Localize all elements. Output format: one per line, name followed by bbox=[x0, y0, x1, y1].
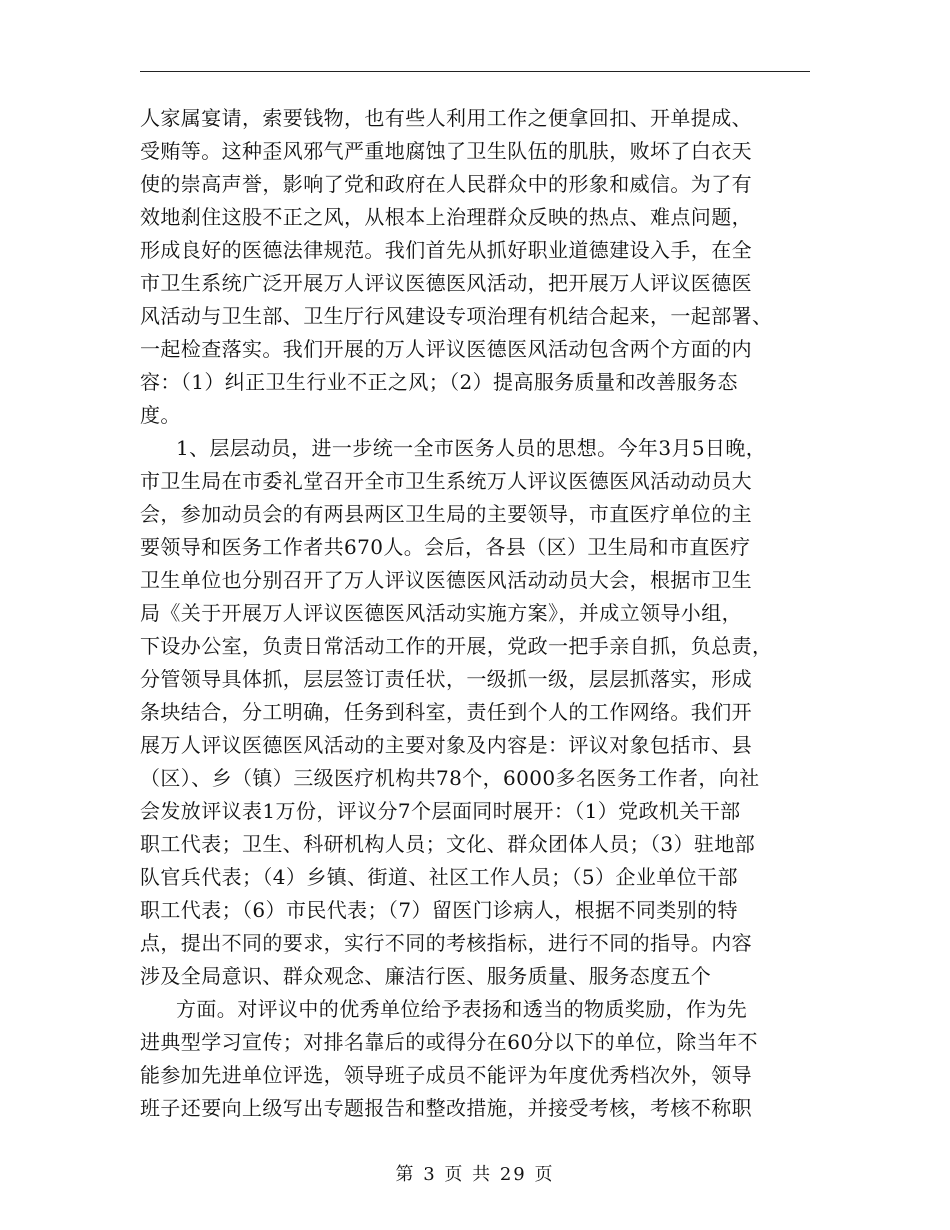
text-line: 人家属宴请，索要钱物，也有些人利用工作之便拿回扣、开单提成、 bbox=[140, 106, 752, 130]
text-line: 队官兵代表；（4）乡镇、街道、社区工作人员；（5）企业单位干部 bbox=[140, 865, 738, 889]
text-line: （区）、乡（镇）三级医疗机构共78个，6000多名医务工作者，向社 bbox=[140, 766, 760, 790]
text-line: 度。 bbox=[140, 403, 181, 427]
text-line: 使的崇高声誉，影响了党和政府在人民群众中的形象和威信。为了有 bbox=[140, 172, 752, 196]
text-line: 方面。对评议中的优秀单位给予表扬和透当的物质奖励，作为先 bbox=[176, 997, 748, 1021]
text-line: 要领导和医务工作者共670人。会后，各县（区）卫生局和市直医疗 bbox=[140, 535, 751, 559]
text-line: 分管领导具体抓，层层签订责任状，一级抓一级，层层抓落实，形成 bbox=[140, 667, 752, 691]
text-line: 市卫生系统广泛开展万人评议医德医风活动，把开展万人评议医德医 bbox=[140, 271, 752, 295]
text-line: 卫生单位也分别召开了万人评议医德医风活动动员大会，根据市卫生 bbox=[140, 568, 752, 592]
header-rule bbox=[140, 71, 810, 72]
text-line: 职工代表；（6）市民代表；（7）留医门诊病人，根据不同类别的特 bbox=[140, 898, 738, 922]
text-line: 会发放评议表1万份，评议分7个层面同时展开：（1）党政机关干部 bbox=[140, 799, 741, 823]
text-line: 下设办公室，负责日常活动工作的开展，党政一把手亲自抓，负总责， bbox=[140, 634, 773, 658]
text-line: 受贿等。这种歪风邪气严重地腐蚀了卫生队伍的肌肤，败坏了白衣天 bbox=[140, 139, 752, 163]
text-line: 容：（1）纠正卫生行业不正之风；（2）提高服务质量和改善服务态 bbox=[140, 370, 738, 394]
text-line: 形成良好的医德法律规范。我们首先从抓好职业道德建设入手，在全 bbox=[140, 238, 752, 262]
text-line: 涉及全局意识、群众观念、廉洁行医、服务质量、服务态度五个 bbox=[140, 964, 712, 988]
text-line: 风活动与卫生部、卫生厅行风建设专项治理有机结合起来，一起部署、 bbox=[140, 304, 773, 328]
text-line: 展万人评议医德医风活动的主要对象及内容是：评议对象包括市、县 bbox=[140, 733, 752, 757]
text-line: 市卫生局在市委礼堂召开全市卫生系统万人评议医德医风活动动员大 bbox=[140, 469, 752, 493]
text-line: 进典型学习宣传；对排名靠后的或得分在60分以下的单位，除当年不 bbox=[140, 1030, 758, 1054]
text-line: 效地刹住这股不正之风，从根本上治理群众反映的热点、难点问题， bbox=[140, 205, 752, 229]
text-line: 条块结合，分工明确，任务到科室，责任到个人的工作网络。我们开 bbox=[140, 700, 752, 724]
text-line: 会，参加动员会的有两县两区卫生局的主要领导，市直医疗单位的主 bbox=[140, 502, 752, 526]
text-line: 点，提出不同的要求，实行不同的考核指标，进行不同的指导。内容 bbox=[140, 931, 752, 955]
text-line: 职工代表；卫生、科研机构人员；文化、群众团体人员；（3）驻地部 bbox=[140, 832, 756, 856]
text-line: 局《关于开展万人评议医德医风活动实施方案》，并成立领导小组， bbox=[140, 601, 742, 625]
text-line: 能参加先进单位评选，领导班子成员不能评为年度优秀档次外，领导 bbox=[140, 1063, 752, 1087]
text-line: 1、层层动员，进一步统一全市医务人员的思想。今年3月5日晚， bbox=[176, 436, 767, 460]
page-number-footer: 第 3 页 共 29 页 bbox=[395, 1164, 555, 1185]
text-line: 班子还要向上级写出专题报告和整改措施，并接受考核，考核不称职 bbox=[140, 1096, 752, 1120]
body-text bbox=[140, 102, 820, 1125]
text-line: 一起检查落实。我们开展的万人评议医德医风活动包含两个方面的内 bbox=[140, 337, 752, 361]
